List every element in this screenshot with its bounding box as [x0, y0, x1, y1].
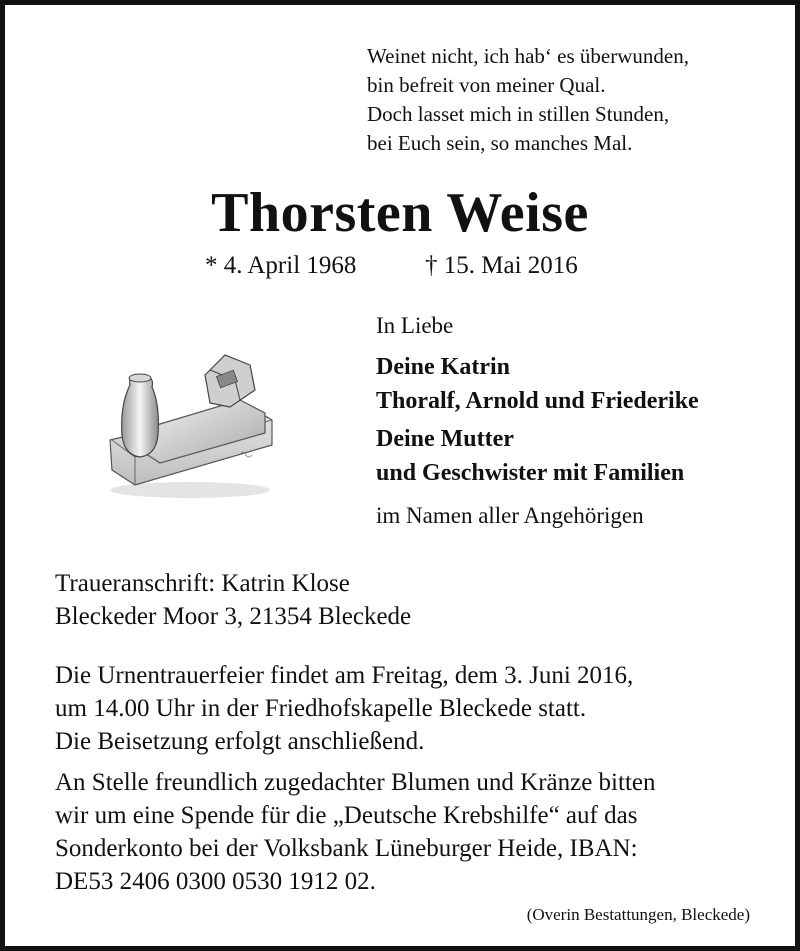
- mourners-intro: In Liebe: [376, 313, 454, 338]
- mourners-block: [376, 310, 699, 532]
- poem-line: bei Euch sein, so manches Mal.: [367, 131, 633, 155]
- mourner-line: Thoralf, Arnold und Friederike: [376, 388, 699, 414]
- mourners-closing: im Namen aller Angehörigen: [376, 503, 644, 528]
- mourning-address: [55, 567, 411, 633]
- donation-info: [55, 766, 656, 898]
- address-line: Traueranschrift: Katrin Klose: [55, 570, 350, 597]
- poem-line: Weinet nicht, ich hab‘ es überwunden,: [367, 44, 689, 68]
- birth-date: * 4. April 1968: [205, 252, 357, 279]
- mourners-group-family: [376, 422, 699, 490]
- poem: [367, 42, 689, 158]
- mourner-line: Deine Katrin: [376, 354, 510, 380]
- ceremony-info: [55, 659, 633, 758]
- poem-line: bin befreit von meiner Qual.: [367, 73, 606, 97]
- donation-line: wir um eine Spende für die „Deutsche Krebshilfe“ auf das: [55, 802, 638, 829]
- mourner-line: und Geschwister mit Familien: [376, 460, 685, 486]
- ceremony-line: um 14.00 Uhr in der Friedhofskapelle Bleckede statt.: [55, 695, 587, 722]
- donation-line: DE53 2406 0300 0530 1912 02.: [55, 868, 376, 895]
- mourner-line: Deine Mutter: [376, 426, 514, 452]
- undertaker-credit: (Overin Bestattungen, Bleckede): [526, 905, 750, 924]
- ceremony-line: Die Beisetzung erfolgt anschließend.: [55, 728, 425, 755]
- poem-line: Doch lasset mich in stillen Stunden,: [367, 102, 670, 126]
- death-date: † 15. Mai 2016: [425, 252, 578, 279]
- deceased-name: Thorsten Weise: [211, 182, 589, 244]
- donation-line: Sonderkonto bei der Volksbank Lüneburger Heide, IBAN:: [55, 835, 638, 862]
- mourners-group-partner: [376, 350, 699, 418]
- ceremony-line: Die Urnentrauerfeier findet am Freitag, dem 3. Juni 2016,: [55, 662, 634, 689]
- address-line: Bleckeder Moor 3, 21354 Bleckede: [55, 603, 412, 630]
- hand-plane-icon: [100, 345, 280, 505]
- donation-line: An Stelle freundlich zugedachter Blumen und Kränze bitten: [55, 769, 656, 796]
